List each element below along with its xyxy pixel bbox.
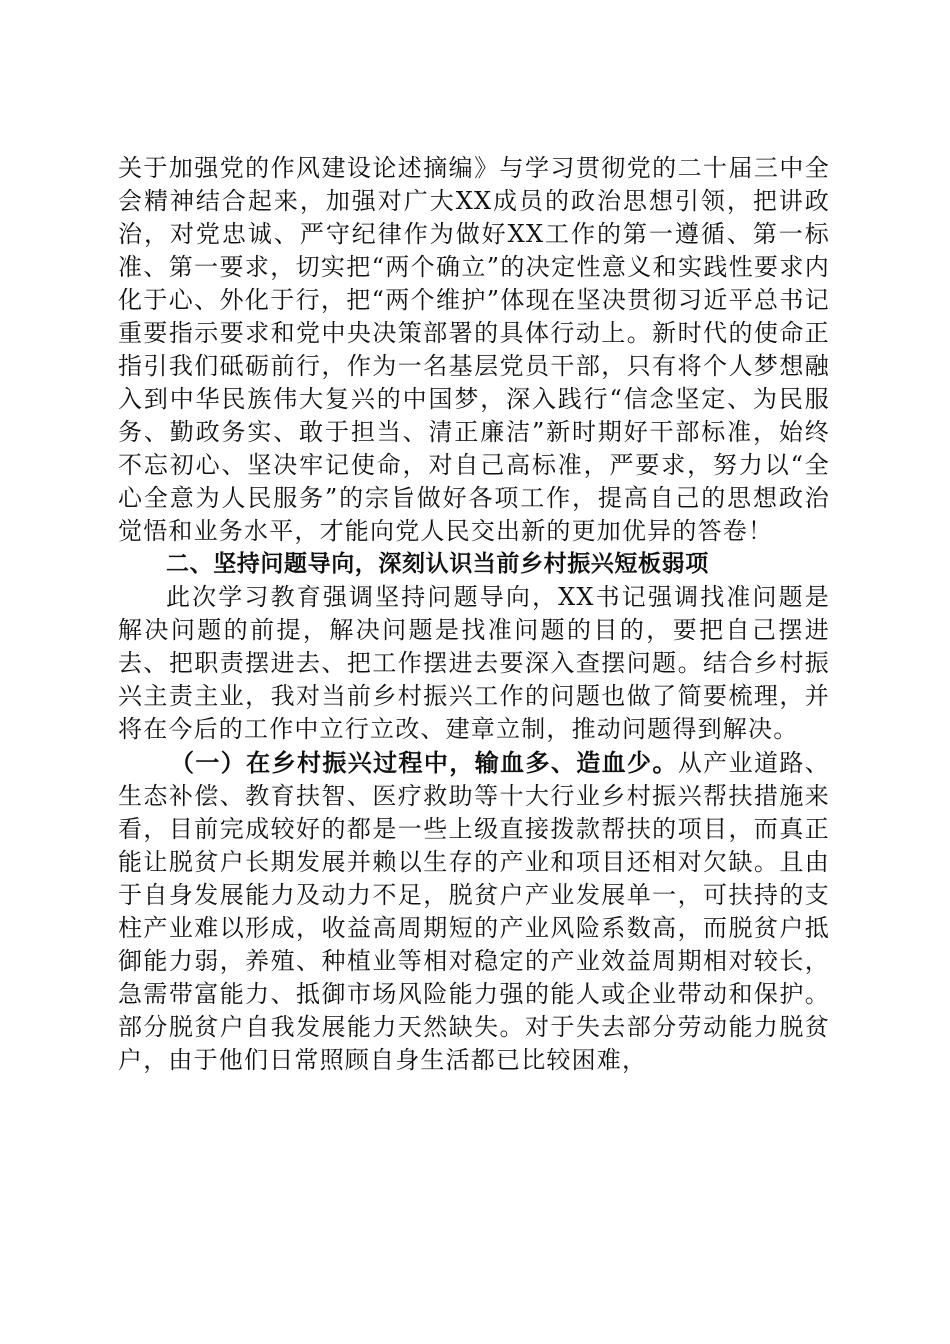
paragraph-party-discipline: 关于加强党的作风建设论述摘编》与学习贯彻党的二十届三中全会精神结合起来，加强对广大XX成员的政治思想引领，把讲政治，对党忠诚、严守纪律作为做好XX工作的第一遵循、第一标准、第一要求，切实把“两个确立”的决定性意义和实践性要求内化于心、外化于行，把“两个维护”体现在坚决贯彻习近平总书记重要指示要求和党中央决策部署的具体行动上。新时代的使命正指引我们砥砺前行，作为一名基层党员干部，只有将个人梦想融入到中华民族伟大复兴的中国梦，深入践行“信念坚定、为民服务、勤政务实、敢于担当、清正廉洁”新时期好干部标准，始终不忘初心、坚决牢记使命，对自己高标准，严要求，努力以“全心全意为人民服务”的宗旨做好各项工作，提高自己的思想政治觉悟和业务水平，才能向党人民交出新的更加优异的答卷！: [118, 154, 830, 545]
paragraph-transfusion-vs-hematopoiesis: [118, 746, 830, 1077]
paragraph-lead-sentence: （一）在乡村振兴过程中，输血多、造血少。: [170, 748, 678, 777]
section-heading-problem-orientation: 二、坚持问题导向，深刻认识当前乡村振兴短板弱项: [166, 551, 709, 577]
paragraph-body-text: 从产业道路、生态补偿、教育扶智、医疗救助等十大行业乡村振兴帮扶措施来看，目前完成较好的都是一些上级直接拨款帮扶的项目，而真正能让脱贫户长期发展并赖以生存的产业和项目还相对欠缺。且由于自身发展能力及动力不足，脱贫户产业发展单一，可扶持的支柱产业难以形成，收益高周期短的产业风险系数高，而脱贫户抵御能力弱，养殖、种植业等相对稳定的产业效益周期相对较长，急需带富能力、抵御市场风险能力强的能人或企业带动和保护。部分脱贫户自我发展能力天然缺失。对于失去部分劳动能力脱贫户，由于他们日常照顾自身生活都已比较困难，: [118, 749, 831, 1074]
document-body: [118, 152, 830, 1077]
paragraph-problem-orientation: 此次学习教育强调坚持问题导向，XX书记强调找准问题是解决问题的前提，解决问题是找准问题的目的，要把自己摆进去、把职责摆进去、把工作摆进去要深入查摆问题。结合乡村振兴主责主业，我对当前乡村振兴工作的问题也做了简要梳理，并将在今后的工作中立行立改、建章立制，推动问题得到解决。: [118, 583, 830, 743]
